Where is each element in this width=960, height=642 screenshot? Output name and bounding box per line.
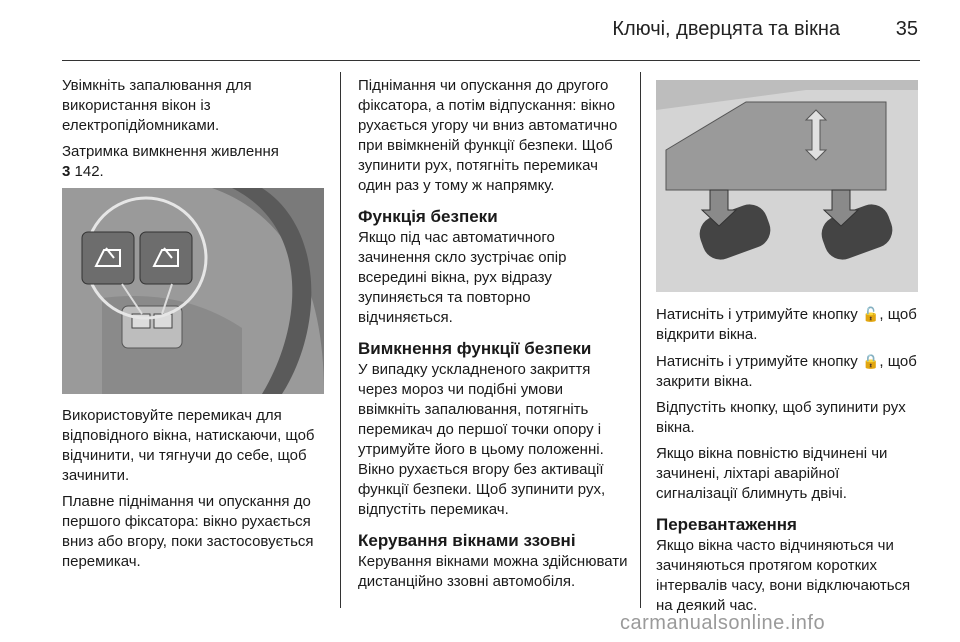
- section-heading: Функція безпеки: [358, 207, 498, 226]
- remote-key-window-illustration: [656, 80, 918, 292]
- page-title: Ключі, дверцята та вікна: [612, 18, 840, 40]
- paragraph: Увімкніть запалювання для використання вікон із електропідйомниками.: [62, 77, 252, 134]
- paragraph: Плавне піднімання чи опускання до першого фіксатора: вікно рухається вниз або вгору, поки застосовується перемикач.: [62, 493, 314, 570]
- paragraph: Якщо вікна повністю відчинені чи зачинені, ліхтарі аварійної сигналізації блимнуть двічі.: [656, 445, 888, 502]
- lock-icon: 🔒: [861, 353, 880, 369]
- paragraph: Керування вікнами можна здійснювати дистанційно ззовні автомобіля.: [358, 553, 628, 590]
- unlock-icon: 🔓: [861, 306, 880, 322]
- column-3: [656, 76, 918, 622]
- paragraph: Якщо вікна часто відчиняються чи зачиняються протягом коротких інтервалів часу, вони відключаються на деякий час.: [656, 537, 911, 614]
- paragraph: Натисніть і утримуйте кнопку 🔒, щоб закрити вікна.: [656, 353, 917, 390]
- column-divider: [640, 72, 641, 608]
- page-number: 35: [895, 18, 918, 40]
- paragraph: Якщо під час автоматичного зачинення скло зустрічає опір всередині вікна, рух відразу зупиняється та повторно відчиняється.: [358, 229, 567, 326]
- header-divider: [62, 60, 920, 61]
- reference-arrow-icon: 3: [62, 163, 71, 180]
- window-switch-illustration: [62, 188, 324, 394]
- section-heading: Керування вікнами ззовні: [358, 531, 576, 550]
- column-2: [358, 76, 628, 598]
- page-header: [62, 16, 920, 52]
- section-heading: Перевантаження: [656, 515, 797, 534]
- page-reference: 142.: [74, 163, 104, 180]
- paragraph: Відпустіть кнопку, щоб зупинити рух вікна.: [656, 399, 906, 436]
- column-divider: [340, 72, 341, 608]
- watermark: carmanualsonline.info: [620, 612, 826, 634]
- paragraph: Використовуйте перемикач для відповідного вікна, натискаючи, щоб відчинити, чи тягнучи до себе, щоб зачинити.: [62, 407, 315, 484]
- paragraph: Піднімання чи опускання до другого фіксатора, а потім відпускання: вікно рухається угору чи вниз автоматично при ввімкненій функції безпеки. Щоб зупинити рух, потягніть перемикач один раз у тому ж напрямку.: [358, 77, 618, 194]
- paragraph: Затримка вимкнення живлення 3 142.: [62, 143, 279, 180]
- column-1: [62, 76, 330, 578]
- paragraph: Натисніть і утримуйте кнопку 🔓, щоб відкрити вікна.: [656, 306, 917, 343]
- paragraph: У випадку ускладненого закриття через мороз чи подібні умови ввімкніть запалювання, потягніть перемикач до першої точки опору і утримуйте його в цьому положенні. Вікно рухається вгору без активації функції безпеки. Щоб зупинити рух, відпустіть перемикач.: [358, 361, 606, 518]
- section-heading: Вимкнення функції безпеки: [358, 339, 592, 358]
